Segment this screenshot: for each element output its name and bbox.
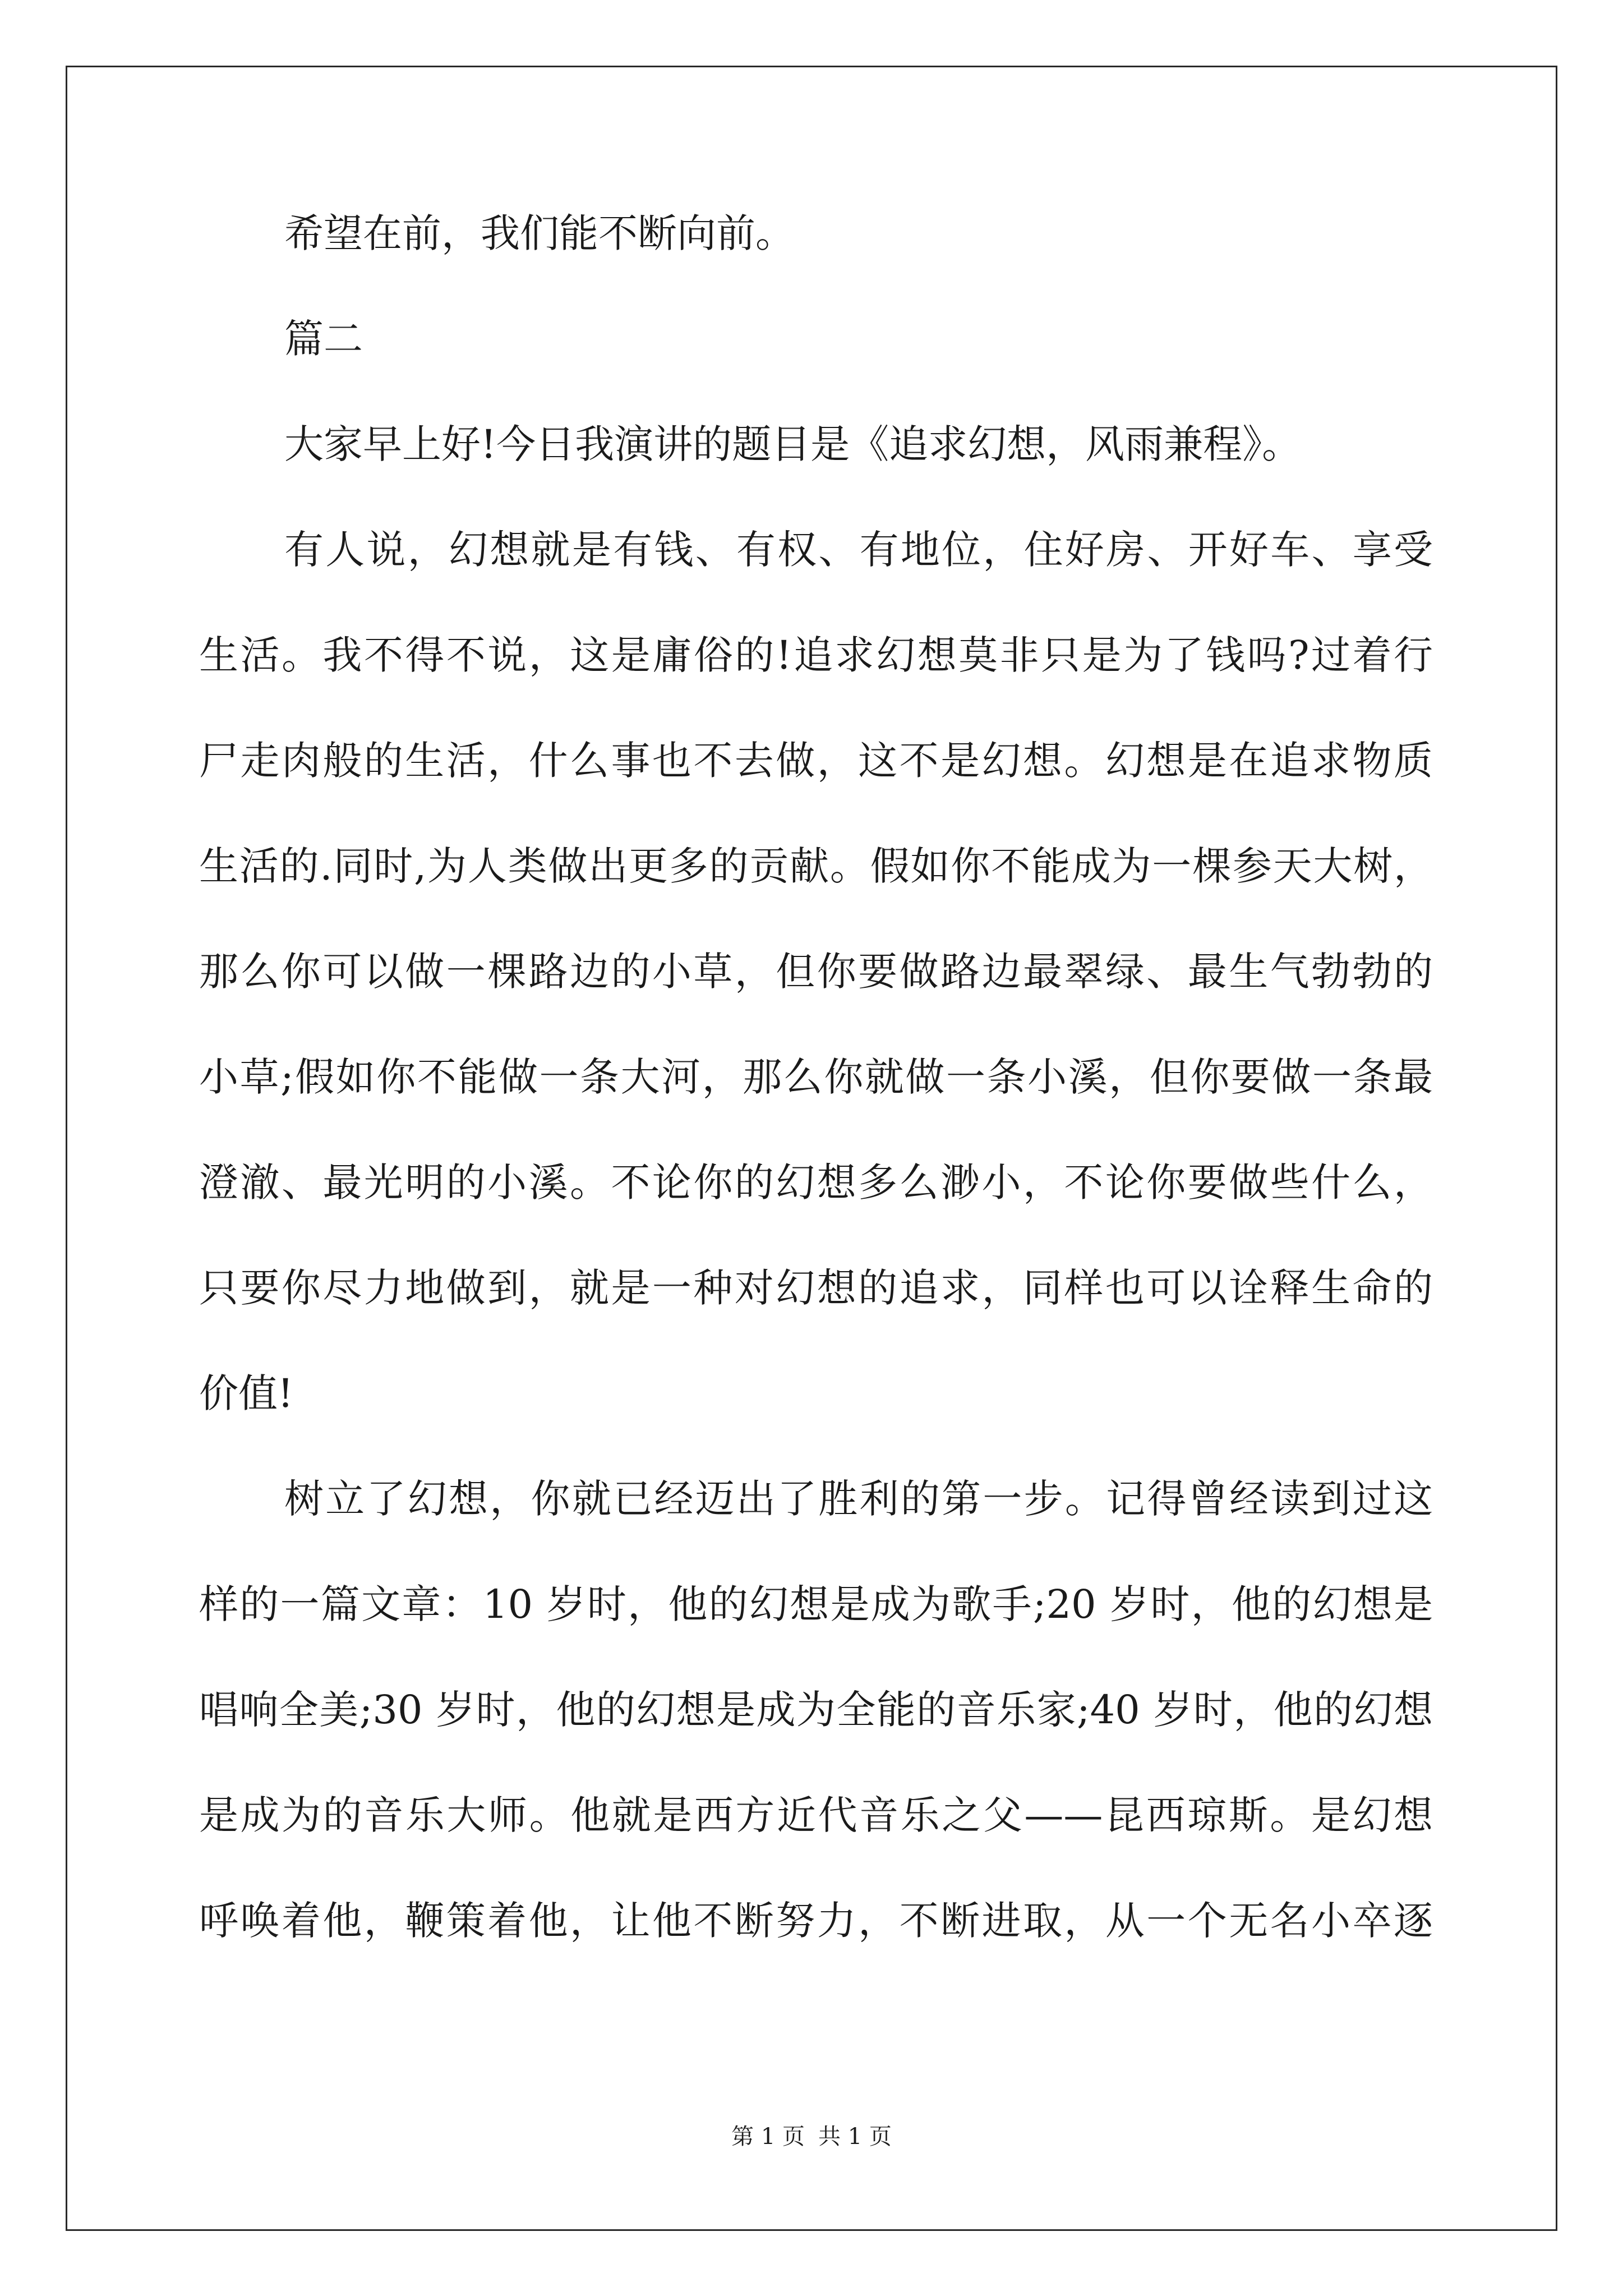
page-number: 第 1 页 — [731, 2124, 805, 2150]
paragraph-line: 希望在前，我们能不断向前。 — [284, 210, 795, 256]
paragraph-line: 生活。我不得不说，这是庸俗的!追求幻想莫非只是为了钱吗?过着行 — [199, 632, 1433, 678]
paragraph-line: 生活的.同时,为人类做出更多的贡献。假如你不能成为一棵参天大树， — [199, 843, 1433, 889]
paragraph-line: 那么你可以做一棵路边的小草，但你要做路边最翠绿、最生气勃勃的 — [199, 949, 1433, 995]
paragraph-line: 小草;假如你不能做一条大河，那么你就做一条小溪，但你要做一条最 — [199, 1054, 1433, 1100]
paragraph-line: 价值! — [199, 1370, 294, 1416]
paragraph-line: 样的一篇文章：10 岁时，他的幻想是成为歌手;20 岁时，他的幻想是 — [199, 1581, 1433, 1627]
paragraph-line: 唱响全美;30 岁时，他的幻想是成为全能的音乐家;40 岁时，他的幻想 — [199, 1687, 1433, 1733]
paragraph-line: 澄澈、最光明的小溪。不论你的幻想多么渺小，不论你要做些什么， — [199, 1159, 1433, 1205]
paragraph-line: 有人说，幻想就是有钱、有权、有地位，住好房、开好车、享受 — [284, 527, 1433, 573]
page-footer — [0, 2123, 1623, 2151]
paragraph-line: 是成为的音乐大师。他就是西方近代音乐之父——昆西琼斯。是幻想 — [199, 1792, 1433, 1838]
section-heading: 篇二 — [284, 316, 363, 362]
paragraph-line: 只要你尽力地做到，就是一种对幻想的追求，同样也可以诠释生命的 — [199, 1265, 1433, 1311]
paragraph-line: 树立了幻想，你就已经迈出了胜利的第一步。记得曾经读到过这 — [284, 1476, 1433, 1522]
paragraph-line: 大家早上好!今日我演讲的题目是《追求幻想，风雨兼程》。 — [284, 421, 1302, 467]
page-total: 共 1 页 — [818, 2124, 892, 2150]
paragraph-line: 尸走肉般的生活，什么事也不去做，这不是幻想。幻想是在追求物质 — [199, 738, 1433, 784]
paragraph-line: 呼唤着他，鞭策着他，让他不断努力，不断进取，从一个无名小卒逐 — [199, 1898, 1433, 1944]
